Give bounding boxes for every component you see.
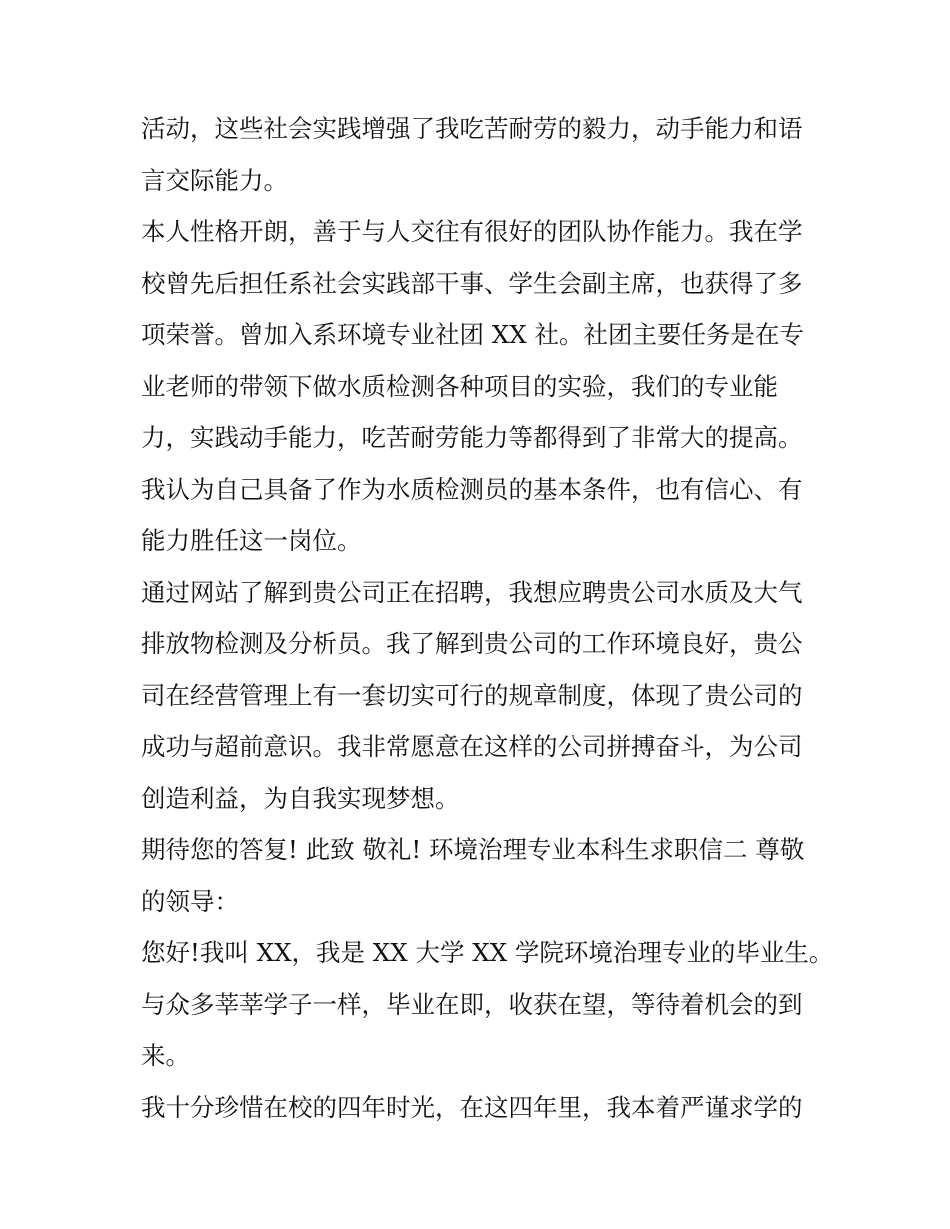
text-line: 活动，这些社会实践增强了我吃苦耐劳的毅力，动手能力和语 xyxy=(141,114,803,143)
text-line: 创造利益，为自我实现梦想。 xyxy=(141,783,460,813)
text-line: 业老师的带领下做水质检测各种项目的实验，我们的专业能 xyxy=(141,371,778,401)
text-line: 我十分珍惜在校的四年时光，在这四年里，我本着严谨求学的 xyxy=(141,1092,803,1122)
text-line: 我认为自己具备了作为水质检测员的基本条件，也有信心、有 xyxy=(141,474,803,504)
text-line: 本人性格开朗，善于与人交往有很好的团队协作能力。我在学 xyxy=(141,217,803,246)
text-line: 力，实践动手能力，吃苦耐劳能力等都得到了非常大的提高。 xyxy=(141,423,803,452)
document-body xyxy=(141,103,834,1133)
text-line: 项荣誉。曾加入系环境专业社团 XX 社。社团主要任务是在专 xyxy=(141,320,804,349)
text-line: 通过网站了解到贵公司正在招聘，我想应聘贵公司水质及大气 xyxy=(141,577,803,607)
text-line: 来。 xyxy=(141,1041,190,1070)
text-line: 能力胜任这一岗位。 xyxy=(141,526,362,555)
text-line: 司在经营管理上有一套切实可行的规章制度，体现了贵公司的 xyxy=(141,680,803,710)
text-line: 与众多莘莘学子一样，毕业在即，收获在望，等待着机会的到 xyxy=(141,989,803,1019)
text-line: 言交际能力。 xyxy=(141,165,288,195)
text-line: 成功与超前意识。我非常愿意在这样的公司拼搏奋斗，为公司 xyxy=(141,732,803,761)
text-line: 校曾先后担任系社会实践部干事、学生会副主席，也获得了多 xyxy=(141,268,803,298)
text-line: 的领导： xyxy=(141,886,239,916)
text-line: 排放物检测及分析员。我了解到贵公司的工作环境良好，贵公 xyxy=(141,629,803,658)
text-line: 期待您的答复! 此致 敬礼! 环境治理专业本科生求职信二 尊敬 xyxy=(141,835,805,864)
text-line: 您好!我叫 XX，我是 XX 大学 XX 学院环境治理专业的毕业生。 xyxy=(141,938,834,967)
